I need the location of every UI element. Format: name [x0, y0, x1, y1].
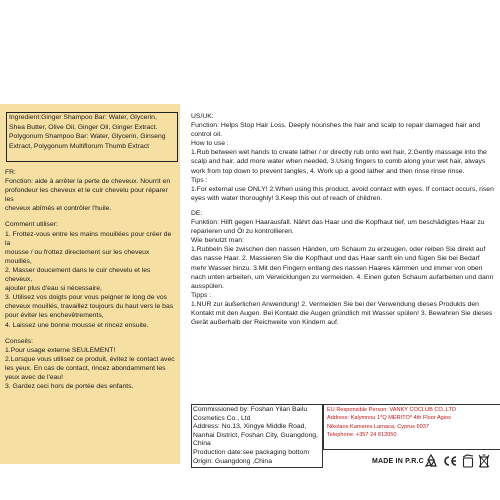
us-tips-heading: Tips : [191, 176, 208, 184]
fr-comment-line: 1. Frottez-vous entre les mains mouillées pour créer de la [5, 230, 172, 247]
de-benutzen-line: mehr Wasser hinzu. 3.Mit den Fingern entlang des nassen Haares kämmen und immer von oben [191, 264, 483, 272]
fr-conseils-line: yeux avec de l'eau! [5, 373, 63, 381]
fr-fonction-line: profondeur les cheveux et le cuir chevelu pour réparer les [5, 187, 168, 204]
fr-comment-line: pour éviter les enchevêtrements, [5, 312, 104, 320]
fr-comment-line: mousse / ou frottez directement sur les cheveux mouillés, [5, 248, 150, 265]
de-tipps-line: Kontakt mit den Augen. Bei Kontakt die Augen gründlich mit Wasser spülen! 3. Bewahren Sie dieses [191, 309, 493, 317]
commission-line: China [193, 440, 211, 448]
commission-line: Nanhai District, Foshan City, Guangdong, [193, 431, 318, 439]
de-tipps-line: 1.NUR zur äußerlichen Anwendung! 2. Vermeiden Sie bei der Verwendung dieses Produkts den [191, 300, 479, 308]
bin-disposal-icon [478, 454, 490, 468]
fr-heading: FR: [5, 169, 16, 176]
fr-fonction-line: Fonction: aide à arrêter la perte de cheveux. Nourrit en [5, 178, 171, 186]
fr-comment-line: 3. Utilisez vos doigts pour vous peigner le long de vos [5, 294, 168, 302]
fr-comment-heading: Comment utiliser: [5, 221, 58, 229]
commission-line: Cosmetics Co., Ltd [193, 414, 251, 422]
us-tips-line: 1.For external use ONLY! 2.When using this product, avoid contact with eyes. If contact occurs, risen [191, 185, 494, 193]
de-benutzen-line: das nasse Haar. 2. Massieren Sie die Kopfhaut und das Haar sanft ein und fügen Sie bei Bedarf [191, 255, 480, 263]
ce-mark-icon [442, 455, 458, 467]
fr-comment-line: ajouter plus d'eau si nécessaire, [5, 285, 102, 293]
us-howto-line: work from top down to prevent tangles, 4. Work up a good lather and then rinse rinse rinse. [191, 167, 465, 175]
us-howto-line: scalp and hair, add more water when needed, 3.Using fingers to comb along your wet hair, always [191, 158, 486, 166]
fr-fonction-line: cheveux abîmés et contrôler l'huile. [5, 205, 112, 213]
us-function-line: control oil. [191, 131, 222, 139]
commission-line: Address: No.13, Xingye Middle Road, [193, 423, 307, 431]
de-heading: DE: [191, 209, 203, 217]
recycle-icon [424, 454, 438, 468]
de-benutzen-heading: Wie benutzt man: [191, 237, 244, 245]
eu-line: Nikolaos Kamares Larnaca, Cyprus 6037 [327, 423, 429, 430]
us-heading: US/UK: [191, 113, 214, 120]
de-tipps-heading: Tipps : [191, 291, 212, 299]
de-benutzen-line: ausspülen. [191, 282, 224, 290]
ingredients-line: Extract, Polygonum Multiflorum Thumb Extract [9, 142, 150, 150]
fr-comment-line: cheveux mouillés, travaillez toujours du haut vers le bas [5, 303, 174, 311]
eu-line: EU Responsible Person: VANKY COCLUB CO.,LTD [327, 407, 457, 413]
de-benutzen-line: 1.Rubbeln Sie zwischen den nassen Händen, um Schaum zu erzeugen, oder reiben Sie direkt auf [191, 246, 486, 254]
commission-line: Origin: Guangdong ,China [193, 457, 272, 465]
fr-conseils-line: les yeux. En cas de contact, rincez abondamment les [5, 364, 166, 372]
us-howto-heading: How to use : [191, 140, 229, 148]
fr-conseils-line: 1.Pour usage externe SEULEMENT! [5, 346, 116, 354]
open-jar-icon [462, 454, 474, 468]
de-funktion-line: Funktion: Hilft gegen Haarausfall. Nährt das Haar und die Kopfhaut tief, um beschädigtes Haar zu [191, 219, 485, 227]
us-howto-line: 1.Rub between wet hands to create lather / or directly rub onto wet hair, 2.Gently massage into the [191, 149, 487, 157]
eu-line: Address: Kalymnou 1*Q MERITO* 4th Floor Agios [327, 415, 451, 422]
eu-responsible-box [323, 404, 500, 450]
commission-box [191, 404, 323, 468]
fr-conseils-line: 3. Gardez ceci hors de portée des enfants. [5, 383, 134, 391]
fr-comment-line: 4. Laissez une bonne mousse et rincez ensuite. [5, 321, 149, 329]
english-german-section [191, 112, 497, 327]
made-in-label: MADE IN P.R.C [372, 458, 424, 465]
eu-line: Telephone: +357 24 812050 [327, 432, 397, 439]
us-function-line: Function: Helps Stop Hair Loss. Deeply nourishes the hair and scalp to repair damaged hair and [191, 122, 481, 130]
certification-icons [424, 454, 490, 468]
french-section [5, 168, 178, 391]
fr-conseils-heading: Conseils: [5, 337, 33, 345]
de-benutzen-line: nach unten arbeiten, um Verwicklungen zu vermeiden. 4. Einen guten Schaum aufarbeiten und dann [191, 273, 494, 281]
fr-conseils-line: 2.Lorsque vous utilisez ce produit, évitez le contact avec [5, 355, 175, 363]
commission-line: Production date:see packaging bottom [193, 448, 310, 456]
fr-comment-line: 2. Masser doucement dans le cuir chevelu et les cheveux, [5, 266, 151, 284]
de-funktion-line: reparieren und Öl zu kontrollieren. [191, 228, 294, 236]
us-tips-line: eyes with water thoroughly! 3.Keep this out of reach of children. [191, 194, 383, 202]
ingredients-line: Polygonum Shampoo Bar: Water, Glycerin, Ginseng [9, 133, 166, 141]
ingredients-box [6, 112, 178, 162]
ingredients-line: Shea Butter, Olive Oil, Ginger Oil, Ginger Extract. [9, 123, 158, 131]
ingredients-line: Ingredient:Ginger Shampoo Bar: Water, Glycerin, [9, 114, 157, 121]
de-tipps-line: Gerät außerhalb der Reichweite von Kindern auf. [191, 319, 339, 327]
commission-line: Commissioned by: Foshan Yilan Bailu [193, 406, 308, 413]
